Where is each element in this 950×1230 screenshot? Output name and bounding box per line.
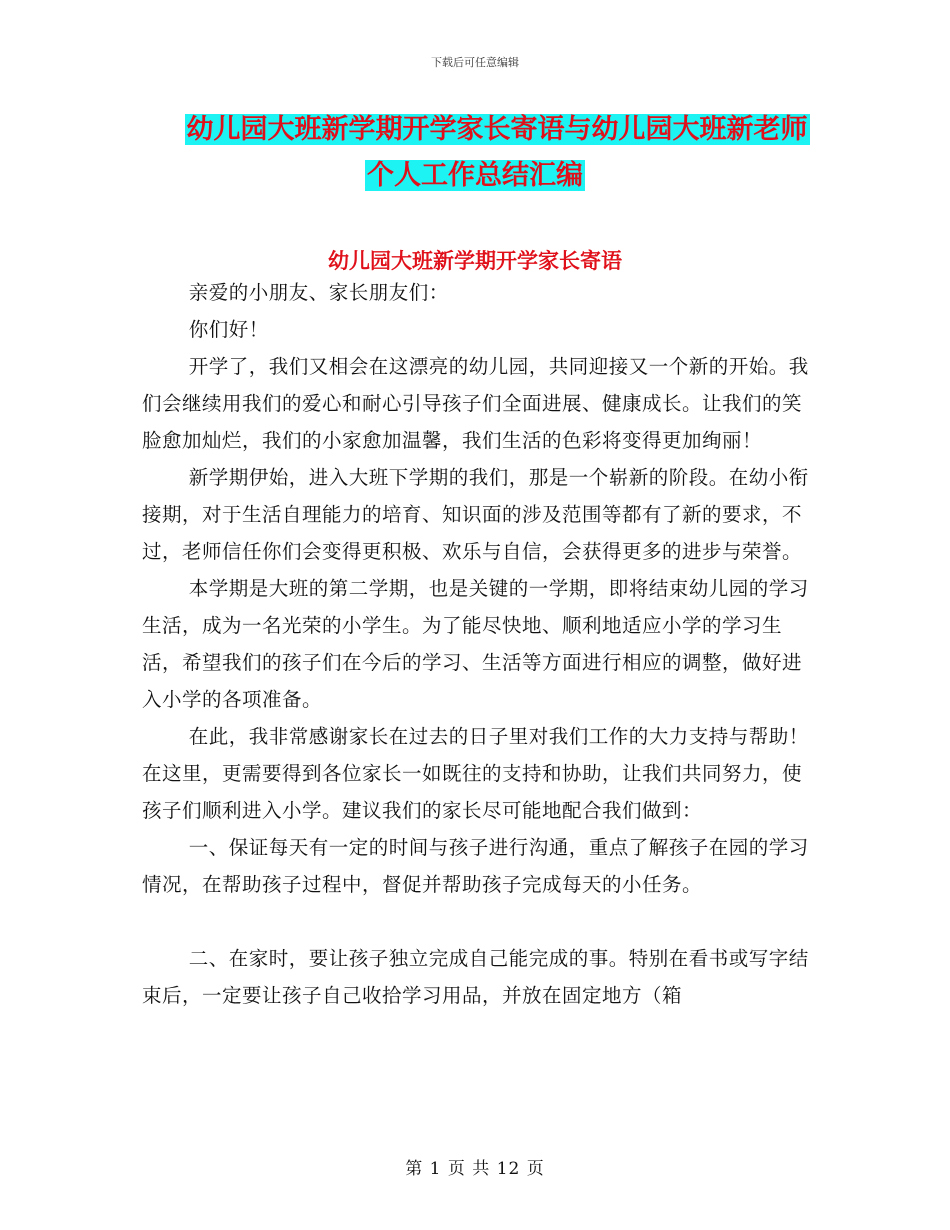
page-number-footer: 第 1 页 共 12 页 bbox=[405, 1159, 545, 1179]
document-title-text-1: 幼儿园大班新学期开学家长寄语与幼儿园大班新老师 bbox=[186, 114, 808, 145]
body-paragraph: 本学期是大班的第二学期，也是关键的一学期，即将结束幼儿园的学习生活，成为一名光荣的小学生。为了能尽快地、顺利地适应小学的学习生活，希望我们的孩子们在今后的学习、生活等方面进行相应的调整，做好进入小学的各项准备。 bbox=[142, 577, 809, 711]
document-body bbox=[142, 274, 810, 1014]
document-title-line-1 bbox=[22, 110, 950, 150]
hello-paragraph: 你们好！ bbox=[188, 318, 269, 341]
greeting-paragraph: 亲爱的小朋友、家长朋友们： bbox=[188, 281, 449, 304]
document-title-line-2 bbox=[0, 156, 950, 196]
list-item-paragraph: 一、保证每天有一定的时间与孩子进行沟通，重点了解孩子在园的学习情况，在帮助孩子过程中，督促并帮助孩子完成每天的小任务。 bbox=[142, 836, 809, 896]
section-title: 幼儿园大班新学期开学家长寄语 bbox=[328, 249, 622, 273]
body-paragraph: 在此，我非常感谢家长在过去的日子里对我们工作的大力支持与帮助！在这里，更需要得到各位家长一如既往的支持和协助，让我们共同努力，使孩子们顺利进入小学。建议我们的家长尽可能地配合我们做到： bbox=[142, 725, 809, 822]
list-item-paragraph: 二、在家时，要让孩子独立完成自己能完成的事。特别在看书或写字结束后，一定要让孩子自己收拾学习用品，并放在固定地方（箱 bbox=[142, 947, 809, 1007]
body-paragraph: 开学了，我们又相会在这漂亮的幼儿园，共同迎接又一个新的开始。我们会继续用我们的爱心和耐心引导孩子们全面进展、健康成长。让我们的笑脸愈加灿烂，我们的小家愈加温馨，我们生活的色彩将变得更加绚丽！ bbox=[142, 355, 809, 452]
body-paragraph: 新学期伊始，进入大班下学期的我们，那是一个崭新的阶段。在幼小衔接期，对于生活自理能力的培育、知识面的涉及范围等都有了新的要求，不过，老师信任你们会变得更积极、欢乐与自信，会获得更多的进步与荣誉。 bbox=[142, 466, 809, 563]
header-note: 下载后可任意编辑 bbox=[431, 56, 519, 69]
document-title-text-2: 个人工作总结汇编 bbox=[367, 160, 583, 191]
